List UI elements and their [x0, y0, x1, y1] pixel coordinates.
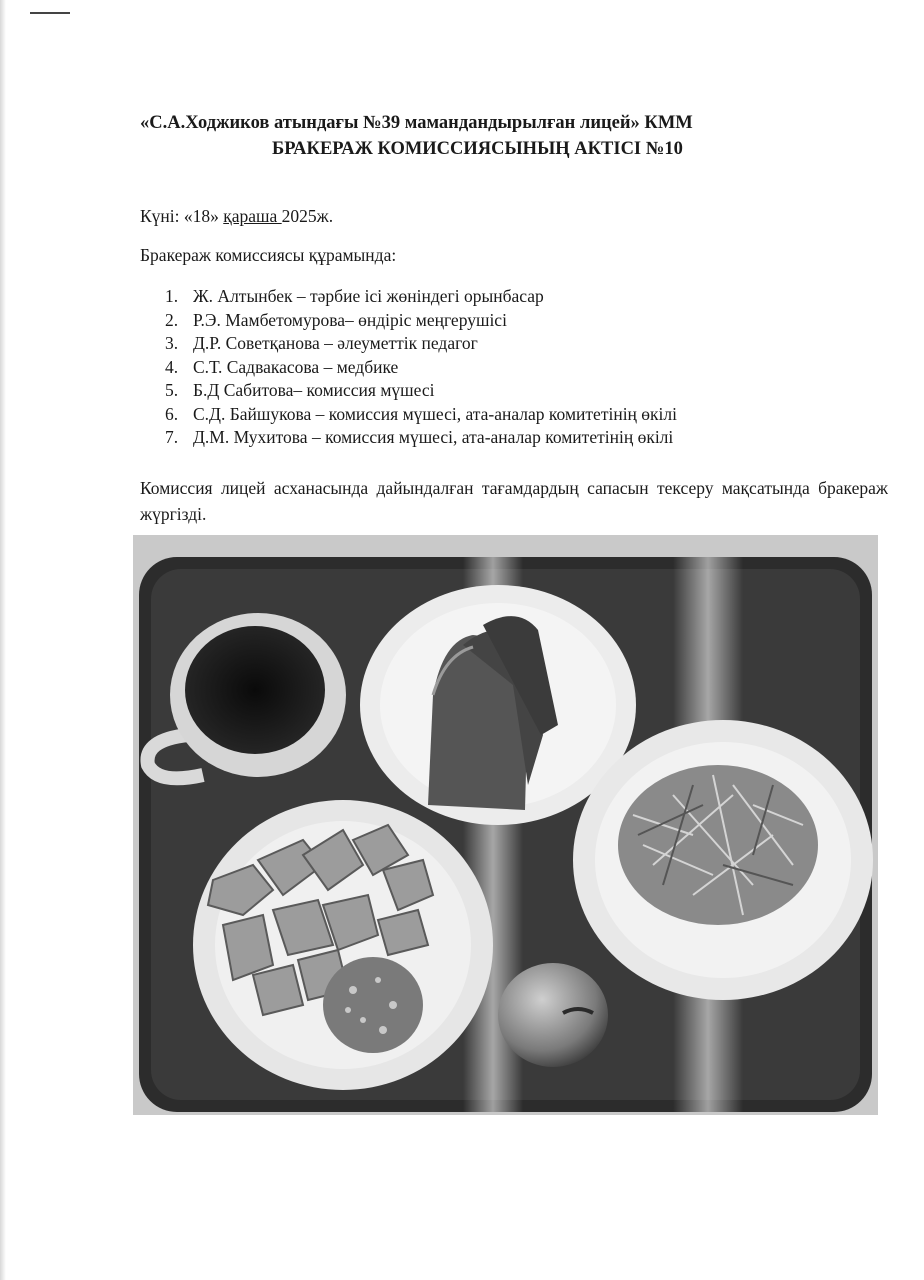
member-list: [165, 285, 677, 450]
member-text: Р.Э. Мамбетомурова– өндіріс меңгерушісі: [193, 309, 507, 330]
meal-tray-photo: [133, 535, 878, 1115]
member-number: 7.: [165, 427, 179, 447]
member-text: Ж. Алтынбек – тәрбие ісі жөніндегі орынбасар: [193, 286, 544, 306]
member-text: С.Д. Байшукова – комиссия мүшесі, ата-аналар комитетінің өкілі: [193, 403, 678, 424]
member-text: Д.Р. Советқанова – әлеуметтік педагог: [193, 333, 478, 353]
member-number: 4.: [165, 356, 179, 377]
member-text: С.Т. Садвакасова – медбике: [193, 356, 399, 377]
member-number: 2.: [165, 309, 179, 330]
scan-mark: [30, 12, 70, 14]
member-item: [165, 356, 677, 380]
member-item: [165, 309, 677, 333]
member-text: Д.М. Мухитова – комиссия мүшесі, ата-аналар комитетінің өкілі: [193, 427, 674, 447]
salad-plate: [573, 720, 873, 1000]
committee-title: Бракераж комиссиясы құрамында:: [140, 245, 397, 265]
member-item: [165, 285, 677, 309]
date-line: [140, 206, 333, 227]
member-item: [165, 403, 677, 427]
scan-edge-shadow: [0, 0, 6, 1280]
member-number: 1.: [165, 286, 179, 306]
member-item: [165, 332, 677, 356]
institution-name: «С.А.Ходжиков атындағы №39 мамандандырылған лицей» КММ: [140, 113, 693, 133]
main-dish-plate: [193, 800, 493, 1090]
member-number: 6.: [165, 403, 179, 424]
member-number: 5.: [165, 380, 179, 400]
member-item: [165, 379, 677, 403]
member-text: Б.Д Сабитова– комиссия мүшесі: [193, 380, 435, 400]
member-item: [165, 426, 677, 450]
member-number: 3.: [165, 333, 179, 353]
date-month: қараша: [223, 206, 282, 226]
document-title: БРАКЕРАЖ КОМИССИЯСЫНЫҢ АКТІСІ №10: [272, 139, 683, 159]
inspection-paragraph: Комиссия лицей асханасында дайындалған тағамдардың сапасын тексеру мақсатында бракераж жүргізді.: [140, 478, 888, 524]
document-header: [140, 113, 800, 160]
date-prefix: Күні: «18»: [140, 206, 224, 226]
date-year: 2025ж.: [281, 206, 334, 226]
apple: [498, 963, 608, 1067]
